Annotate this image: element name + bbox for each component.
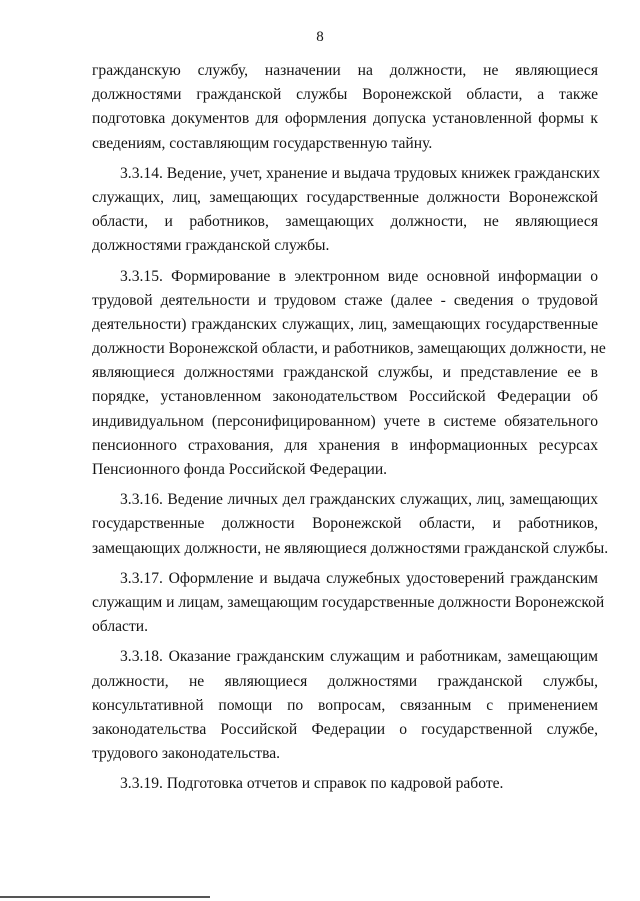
text-line: законодательства Российской Федерации о государственной службе, [92, 720, 598, 738]
paragraph-3-3-15 [92, 265, 606, 483]
text-line: трудового законодательства. [92, 745, 281, 763]
text-line: должностями гражданской службы. [92, 237, 330, 255]
text-line: трудовой деятельности и трудовом стаже (далее - сведения о трудовой [92, 291, 598, 309]
page-number: 8 [316, 29, 324, 45]
text-line: государственные должности Воронежской области, и работников, [92, 515, 598, 533]
text-line: замещающих должности, не являющиеся должностями гражданской службы. [92, 539, 609, 557]
text-line: 3.3.17. Оформление и выдача служебных удостоверений гражданским [120, 569, 598, 587]
text-line: должности Воронежской области, и работников, замещающих должности, не [92, 340, 606, 358]
paragraph-continuation [92, 59, 598, 156]
text-line: порядке, установленном законодательством Российской Федерации об [92, 388, 598, 406]
text-line: индивидуальном (персонифицированном) учете в системе обязательного [92, 412, 598, 430]
paragraph-3-3-17 [92, 567, 605, 640]
text-line: 3.3.19. Подготовка отчетов и справок по кадровой работе. [120, 775, 504, 793]
text-line: области. [92, 618, 149, 636]
text-line: 3.3.14. Ведение, учет, хранение и выдача трудовых книжек гражданских [120, 164, 601, 182]
text-line: являющиеся должностями гражданской службы, и представление ее в [92, 364, 598, 382]
text-line: Пенсионного фонда Российской Федерации. [92, 461, 388, 478]
paragraph-3-3-18 [92, 645, 598, 766]
text-line: служащим и лицам, замещающим государственные должности Воронежской [92, 593, 605, 611]
text-line: подготовка документов для оформления допуска установленной формы к [92, 110, 598, 128]
paragraph-3-3-14 [92, 162, 601, 259]
text-line: 3.3.18. Оказание гражданским служащим и работникам, замещающим [120, 648, 598, 666]
text-line: должностями гражданской службы Воронежской области, а также [92, 86, 598, 104]
text-line: служащих, лиц, замещающих государственные должности Воронежской [92, 188, 598, 206]
text-line: пенсионного страхования, для хранения в информационных ресурсах [92, 436, 598, 454]
text-line: гражданскую службу, назначении на должности, не являющиеся [92, 62, 598, 79]
text-line: деятельности) гражданских служащих, лиц, замещающих государственные [92, 315, 598, 333]
paragraph-3-3-16 [92, 488, 609, 561]
text-line: 3.3.16. Ведение личных дел гражданских служащих, лиц, замещающих [120, 491, 598, 509]
document-body [92, 59, 609, 796]
text-line: 3.3.15. Формирование в электронном виде основной информации о [120, 267, 598, 285]
text-line: консультативной помощи по вопросам, связанным с применением [92, 696, 598, 714]
text-line: области, и работников, замещающих должности, не являющиеся [92, 213, 598, 231]
paragraph-3-3-19 [92, 772, 598, 796]
footer-divider [0, 896, 210, 898]
text-line: должности, не являющиеся должностями гражданской службы, [92, 672, 598, 690]
text-line: сведениям, составляющим государственную тайну. [92, 134, 433, 152]
